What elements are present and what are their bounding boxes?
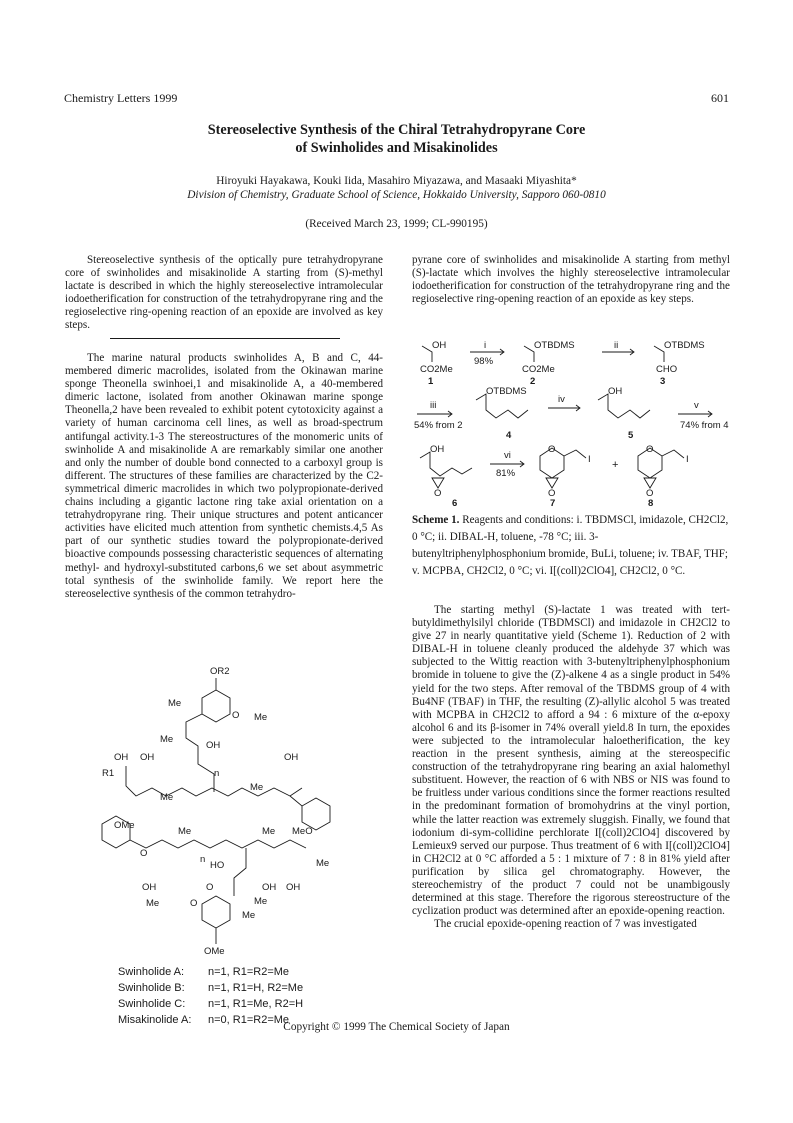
- legend-value: n=1, R1=H, R2=Me: [208, 982, 304, 994]
- abstract-right: [412, 254, 730, 306]
- c1-oh: OH: [432, 340, 447, 351]
- scheme-1-caption: [412, 512, 730, 580]
- arrow-step-iii: [417, 411, 452, 417]
- legend-row: [118, 964, 303, 980]
- c6-epoxide-o: O: [434, 488, 442, 499]
- scheme-caption-text: Reagents and conditions: i. TBDMSCl, imidazole, CH2Cl2, 0 °C; ii. DIBAL-H, toluene, -78 °C; iii. 3-butenyltriphenylphosphonium bromide, BuLi, toluene; iv. TBAF, THF; v. MCPBA, CH2Cl2, 0 °C; vi. I[(coll)2ClO4], CH2Cl2, 0 °C.: [412, 514, 729, 577]
- legend-value: n=1, R1=R2=Me: [208, 966, 290, 978]
- top-pyran-ring: [202, 678, 230, 722]
- arrow-step-iv: [548, 405, 580, 411]
- oh-label-7: OH: [286, 882, 301, 893]
- c5-oh: OH: [608, 386, 623, 397]
- step-iii-label: iii: [430, 400, 437, 411]
- n-label-1: n: [214, 768, 220, 779]
- yield-v: 74% from 4: [680, 420, 729, 431]
- yield-vi: 81%: [496, 468, 516, 479]
- oh-label-3: OH: [140, 752, 155, 763]
- oh-label-1: OH: [206, 740, 221, 751]
- title-line-2: of Swinholides and Misakinolides: [295, 140, 498, 156]
- legend-name: Swinholide A:: [118, 966, 185, 978]
- compound-4-label: 4: [506, 430, 512, 441]
- c6-oh: OH: [430, 444, 445, 455]
- introduction-column: [65, 352, 383, 601]
- legend-row: [118, 980, 303, 996]
- me-label-5: Me: [250, 782, 264, 793]
- arrow-step-vi: [490, 461, 524, 467]
- structure-legend: [118, 964, 303, 1028]
- arrow-step-v: [678, 411, 712, 417]
- abstract-left-text: Stereoselective synthesis of the optically pure tetrahydropyrane core of swinholides and misakinolide A starting from (S)-methyl lactate is described in which the highly stereoselective intramolecular iodoetherification for construction of the tetrahydropyrane ring and the regioselective ring-opening reaction of an epoxide are involved as key steps.: [65, 254, 383, 332]
- scheme-1-figure: [412, 338, 730, 508]
- compound-2-label: 2: [530, 376, 536, 387]
- c4-otbdms: OTBDMS: [486, 386, 527, 397]
- top-ring-o: O: [232, 710, 240, 721]
- oh-label-2: OH: [114, 752, 129, 763]
- compound-8-label: 8: [648, 498, 654, 508]
- oh-label-6: OH: [262, 882, 277, 893]
- yield-iii: 54% from 2: [414, 420, 463, 431]
- compound-8-bonds: [638, 448, 684, 488]
- c8-epoxide-o: O: [646, 488, 654, 499]
- lower-chain: [234, 848, 246, 896]
- step-v-label: v: [694, 400, 699, 411]
- macrolide-lower-chain: [130, 840, 306, 848]
- compound-5-label: 5: [628, 430, 634, 441]
- swinholide-structure: [66, 656, 366, 956]
- abstract-right-text: pyrane core of swinholides and misakinolide A starting from methyl (S)-lactate which involves the highly stereoselective intramolecular iodoetherification for construction of the tetrahydropyrane ring and the regioselective ring-opening reaction of an epoxide as key steps.: [412, 254, 730, 306]
- me-label-1: Me: [168, 698, 182, 709]
- legend-name: Misakinolide A:: [118, 1014, 192, 1026]
- c8-ring-o: O: [646, 444, 654, 455]
- c8-iodo: I: [686, 454, 689, 465]
- legend-value: n=0, R1=R2=Me: [208, 1014, 290, 1026]
- introduction-text: The marine natural products swinholides A, B and C, 44-membered dimeric macrolides, isolated from the Okinawan marine sponge Theonella swinhoei,1 and misakinolide A, a 40-membered dimeric lactone, isolated from another Okinawan marine sponge Theonella,2 have been revealed to exhibit potent cytotoxicity against a variety of human carcinoma cell lines, as well as broad-spectrum antifungal activity.1-3 The stereostructures of the monomeric units of swinholide A and misakinolide A are remarkably similar one another and only the number of double bond connected to a carboxyl group is different. The structures of these families are characterized by the C2-symmetrical dimeric macrolides in which two polypropionate-derived chains including a gigantic lactone ring take axial orientation on a tetrahydropyrane ring. Their unique structures and potent anticancer activities have elicited much attention from synthetic chemists.4,5 As part of our synthetic studies toward the polypropionate-derived bioactive compounds possessing characteristic sequences of alternating methyl- and hydroxyl-substituted carbons,6 we set about asymmetric total synthesis of the swinholide family. We report here the stereoselective synthesis of the common tetrahydro-: [65, 352, 383, 600]
- received-date: (Received March 23, 1999; CL-990195): [305, 218, 488, 230]
- compound-7-bonds: [540, 448, 586, 488]
- affiliation: Division of Chemistry, Graduate School of Science, Hokkaido University, Sapporo 060-0810: [187, 189, 606, 201]
- plus-sign: +: [612, 459, 619, 471]
- oh-label-4: OH: [284, 752, 299, 763]
- me-label-9: Me: [254, 896, 268, 907]
- page-number: 601: [711, 91, 729, 105]
- ome-label-1: OMe: [114, 820, 135, 831]
- bottom-ring-o: O: [190, 898, 198, 909]
- c7-ring-o: O: [548, 444, 556, 455]
- upper-chain: [186, 714, 214, 792]
- results-text-continued: The crucial epoxide-opening reaction of 7 was investigated: [434, 918, 697, 931]
- compound-1-bonds: [422, 346, 432, 362]
- compound-7-label: 7: [550, 498, 556, 508]
- macrolide-o: O: [206, 882, 214, 893]
- c3-otbdms: OTBDMS: [664, 340, 705, 351]
- me-label-11: Me: [242, 910, 256, 921]
- yield-i: 98%: [474, 356, 494, 367]
- compound-3-bonds: [654, 346, 664, 362]
- c7-iodo: I: [588, 454, 591, 465]
- results-column: [412, 604, 730, 931]
- scheme-caption-label: Scheme 1.: [412, 514, 460, 526]
- me-label-3: Me: [160, 734, 174, 745]
- c7-epoxide-o: O: [548, 488, 556, 499]
- compound-6-bonds: [420, 452, 472, 488]
- legend-name: Swinholide C:: [118, 998, 186, 1010]
- paper-title: [0, 121, 793, 157]
- abstract-left: [65, 254, 383, 333]
- title-line-1: Stereoselective Synthesis of the Chiral Tetrahydropyrane Core: [207, 122, 586, 138]
- meo-label: MeO: [292, 826, 313, 837]
- abstract-divider: [110, 338, 340, 339]
- step-i-label: i: [484, 340, 487, 351]
- compound-4-bonds: [476, 394, 528, 418]
- me-label-4: Me: [160, 792, 174, 803]
- oh-label-5: OH: [142, 882, 157, 893]
- step-ii-label: ii: [614, 340, 619, 351]
- ho-label: HO: [210, 860, 225, 871]
- r1-label: R1: [102, 768, 115, 779]
- compound-3-label: 3: [660, 376, 666, 387]
- me-label-7: Me: [262, 826, 276, 837]
- ome-label-2: OMe: [204, 946, 225, 956]
- c1-co2me: CO2Me: [420, 364, 453, 375]
- compound-6-label: 6: [452, 498, 458, 508]
- arrow-step-i: [470, 349, 504, 355]
- bottom-pyran-ring: [202, 896, 230, 944]
- step-iv-label: iv: [558, 394, 565, 405]
- legend-name: Swinholide B:: [118, 982, 185, 994]
- me-label-6: Me: [178, 826, 192, 837]
- step-vi-label: vi: [504, 450, 511, 461]
- c2-co2me: CO2Me: [522, 364, 555, 375]
- me-label-2: Me: [254, 712, 268, 723]
- legend-value: n=1, R1=Me, R2=H: [208, 998, 304, 1010]
- or2-label: OR2: [210, 666, 230, 677]
- results-text: The starting methyl (S)-lactate 1 was treated with tert-butyldimethylsilyl chloride (TBDMSCl) and imidazole in CH2Cl2 to give 27 in nearly quantitative yield (Scheme 1). Reduction of 2 with DIBAL-H in toluene cleanly produced the aldehyde 37 which was subjected to the Wittig reaction with 3-butenyltriphenylphosphonium bromide in toluene to give the (Z)-alkene 4 as a single product in 54% yield for the two steps. After removal of the TBDMS group of 4 with Bu4NF (TBAF) in THF, the resulting (Z)-allylic alcohol 5 was treated with MCPBA in CH2Cl2 to afford a 94 : 6 mixture of the α-epoxy alcohol 6 and its β-isomer in 74% overall yield.8 In turn, the epoxides were subjected to the intramolecular haloetherification, the key reaction in the present synthesis, aiming at the stereospecific construction of the tetrahydropyrane ring bearing an axial halomethyl substituent. However, the reaction of 6 with NBS or NIS was found to be fruitless under various conditions since the former reactions resulted in the predominant formation of bromohydrins at the vinyl portion, while the latter reaction was extremely sluggish. Finally, we found that iodonium di-sym-collidine perchlorate I[(coll)2ClO4] discovered by Lemieux9 served our purpose. Thus treatment of 6 with I[(coll)2ClO4] in CH2Cl2 at 0 °C afforded a 5 : 1 mixture of 7 : 8 in 81% yield after purification by silica gel chromatography. However, the stereochemistry of the product 7 could not be unambigously determined at this stage. Therefore the rigorous stereostructure of the cyclization product was determined after an epoxide-opening reaction.: [412, 604, 730, 918]
- c2-otbdms: OTBDMS: [534, 340, 575, 351]
- c3-cho: CHO: [656, 364, 678, 375]
- author-list: Hiroyuki Hayakawa, Kouki Iida, Masahiro Miyazawa, and Masaaki Miyashita*: [216, 175, 577, 187]
- legend-row: [118, 996, 303, 1012]
- copyright-footer: Copyright © 1999 The Chemical Society of Japan: [283, 1021, 510, 1033]
- compound-5-bonds: [598, 394, 650, 418]
- journal-header: Chemistry Letters 1999: [64, 91, 178, 105]
- compound-2-bonds: [524, 346, 534, 362]
- me-label-10: Me: [146, 898, 160, 909]
- n-label-2: n: [200, 854, 206, 865]
- right-pyran-ring: [290, 796, 330, 830]
- compound-1-label: 1: [428, 376, 434, 387]
- me-label-8: Me: [316, 858, 330, 869]
- left-ring-o: O: [140, 848, 148, 859]
